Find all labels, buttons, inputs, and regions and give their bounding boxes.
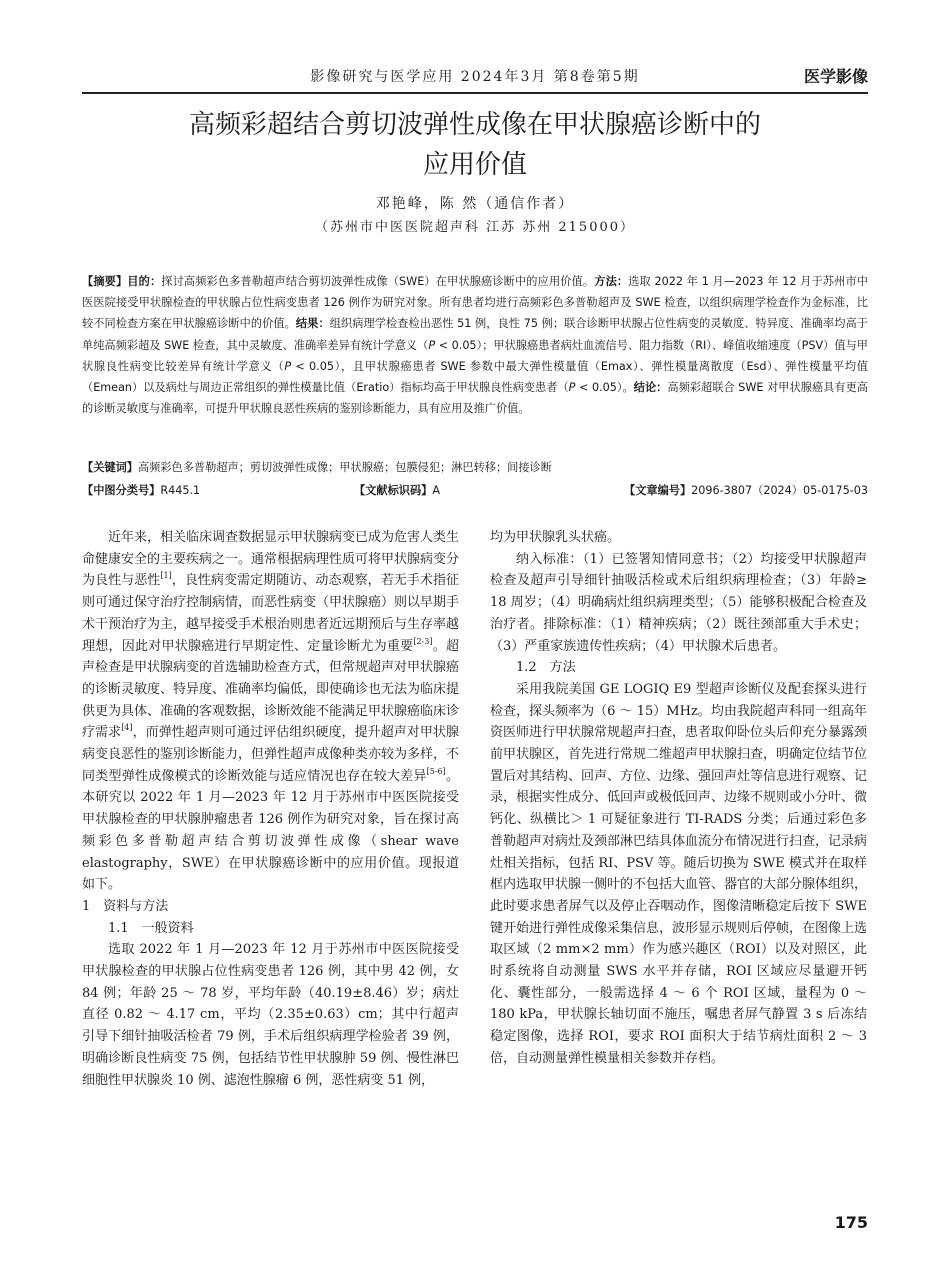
citation-ref: [4]: [121, 723, 133, 733]
citation-ref: [2-3]: [413, 636, 433, 646]
continued-text: 均为甲状腺乳头状癌。: [490, 530, 621, 545]
methods-paragraph: 采用我院美国 GE LOGIQ E9 型超声诊断仪及配套探头进行检查，探头频率为（6 ～ 15）MHz。均由我院超声科同一组高年资医师进行甲状腺常规超声扫查，患者取仰卧位头后仰充分暴露颈前甲状腺区，首先进行常规二维超声甲状腺扫查，明确定位结节位置后对其结构、回声、方位、边缘、强回声灶等信息进行观察、记录，根据实性成分、低回声或极低回声、边缘不规则或小分叶、微钙化、纵横比＞ 1 可疑征象进行 TI-RADS 分类；后通过彩色多普勒超声对病灶及颈部淋巴结具体血流分布情况进行扫查，记录病灶相关指标，包括 RI、PSV 等。随后切换为 SWE 模式并在取样框内选取甲状腺一侧叶的不包括大血管、器官的大部分腺体组织，此时要求患者屏气以及停止吞咽动作，图像清晰稳定后按下 SWE 键开始进行弹性成像采集信息，波形显示规则后停帧，在图像上选取区域（2 mm×2 mm）作为感兴趣区（ROI）以及对照区，此时系统将自动测量 SWS 水平并存储，ROI 区域应尽量避开钙化、囊性部分，一般需选择 4 ～ 6 个 ROI 区域，量程为 0 ～ 180 kPa，甲状腺长轴切面不施压，嘱患者屏气静置 3 s 后冻结稳定图像，选择 ROI，要求 ROI 面积大于结节病灶面积 2 ～ 3 倍，自动测量弹性模量相关参数并存档。: [490, 681, 868, 1066]
abstract-label: 【摘要】: [82, 275, 128, 288]
header-rule: [82, 92, 868, 94]
article-number: 【文章编号】2096-3807（2024）05-0175-03: [624, 484, 868, 497]
citation-ref: [1]: [160, 571, 172, 581]
p-symbol: P: [428, 338, 436, 352]
document-code: 【文献标识码】A: [354, 484, 440, 497]
methods-text: 选取 2022 年 1 月—2023 年 12 月于苏州市中医医院接受甲状腺检查的甲状腺占位性病变患者 126 例作为研究对象。所有患者均进行高频彩色多普勒超声及 SWE 检查，以组织病理学检查作为金标准，比较不同检查方案在甲状腺癌诊断中的价值。: [82, 275, 868, 331]
results-label: 结果：: [295, 317, 330, 331]
intro-paragraph: 近年来，相关临床调查数据显示甲状腺病变已成为危害人类生命健康安全的主要疾病之一。通常根据病理性质可将甲状腺病变分为良性与恶性[1]，良性病变需定期随访、动态观察，若无手术指征则可通过保守治疗控制病情，而恶性病变（甲状腺癌）则以早期手术干预治疗为主，越早接受手术根治则患者近远期预后与生存率越理想，因此对甲状腺癌进行早期定性、定量诊断尤为重要[2-3]。超声检查是甲状腺病变的首选辅助检查方式，但常规超声对甲状腺癌的诊断灵敏度、特异度、准确率均偏低，即使确诊也无法为临床提供更为具体、准确的客观数据，诊断效能不能满足甲状腺癌临床诊疗需求[4]，而弹性超声则可通过评估组织硬度，提升超声对甲状腺病变良恶性的鉴别诊断能力，但弹性超声成像种类亦较为多样，不同类型弹性成像模式的诊断效能与适应情况也存在较大差异[5-6]。本研究以 2022 年 1 月—2023 年 12 月于苏州市中医医院接受甲状腺检查的甲状腺肿瘤患者 126 例作为研究对象，旨在探讨高频彩色多普勒超声结合剪切波弹性成像（shear wave elastography，SWE）在甲状腺癌诊断中的应用价值。现报道如下。: [82, 530, 460, 893]
conclusion-text: 高频彩超联合 SWE 对甲状腺癌具有更高的诊断灵敏度与准确率，可提升甲状腺良恶性疾病的鉴别诊断能力，具有应用及推广价值。: [82, 381, 868, 416]
keywords: [82, 458, 868, 478]
results-text-b: < 0.05）；甲状腺癌患者病灶血流信号、阻力指数（RI）、峰值收缩速度（PSV）值与甲状腺良性病变比较差异有统计学意义（: [82, 338, 868, 373]
title-line-2: 应用价值: [422, 150, 527, 180]
general-data-paragraph: 选取 2022 年 1 月—2023 年 12 月于苏州市中医医院接受甲状腺检查的甲状腺占位性病变患者 126 例，其中男 42 例，女 84 例；年龄 25 ～ 78 岁，平均年龄（40.19±8.46）岁；病灶直径 0.82 ～ 4.17 cm，平均（2.35±0.63）cm；其中行超声引导下细针抽吸活检者 79 例，手术后组织病理学检验者 39 例，明确诊断良性病变 75 例，包括结节性甲状腺肿 59 例、慢性淋巴细胞性甲状腺炎 10 例、滤泡性腺瘤 6 例，恶性病变 51 例，: [82, 942, 459, 1088]
classification-row: [82, 482, 868, 502]
abstract: [82, 271, 868, 419]
authors: 邓艳峰，陈 然（通信作者）: [375, 196, 575, 212]
objective-text: 探讨高频彩色多普勒超声结合剪切波弹性成像（SWE）在甲状腺癌诊断中的应用价值。: [161, 275, 595, 288]
results-text-a: 组织病理学检查检出恶性 51 例，良性 75 例；联合诊断甲状腺占位性病变的灵敏度、特异度、准确率均高于单纯高频彩超及 SWE 检查，其中灵敏度、准确率差异有统计学意义（: [82, 317, 868, 352]
p-symbol: P: [568, 381, 576, 395]
running-head: [82, 64, 868, 90]
section-label: 医学影像: [803, 67, 868, 86]
section-heading-1: 1 资料与方法: [82, 898, 169, 914]
keywords-text: 高频彩色多普勒超声；剪切波弹性成像；甲状腺癌；包膜侵犯；淋巴转移；间接诊断: [137, 461, 552, 474]
left-column: [82, 527, 459, 1091]
citation-ref: [5-6]: [426, 766, 446, 776]
objective-label: 目的：: [127, 275, 162, 288]
results-text-d: < 0.05）。: [575, 381, 634, 395]
p-symbol: P: [284, 359, 292, 373]
title-line-1: 高频彩超结合剪切波弹性成像在甲状腺癌诊断中的: [188, 110, 761, 140]
clc-code: 【中图分类号】R445.1: [82, 484, 201, 497]
affiliation: （苏州市中医医院超声科 江苏 苏州 215000）: [314, 220, 636, 235]
section-heading-1-2: 1.2 方法: [516, 660, 576, 676]
conclusion-label: 结论：: [633, 381, 668, 395]
results-text-c: < 0.05），且甲状腺癌患者 SWE 参数中最大弹性模量值（Emax）、弹性模量离散度（Esd）、弹性模量平均值（Emean）以及病灶与周边正常组织的弹性模量比值（Eratio）指标均高于甲状腺良性病变患者（: [82, 359, 868, 395]
journal-issue: 影像研究与医学应用 2024年3月 第8卷第5期: [310, 69, 640, 85]
section-heading-1-1: 1.1 一般资料: [108, 920, 194, 936]
criteria-paragraph: 纳入标准：（1）已签署知情同意书；（2）均接受甲状腺超声检查及超声引导细针抽吸活检或术后组织病理检查；（3）年龄≥ 18 周岁；（4）明确病灶组织病理类型；（5）能够积极配合检查及治疗者。排除标准：（1）精神疾病；（2）既往颈部重大手术史；（3）严重家族遗传性疾病；（4）甲状腺术后患者。: [490, 551, 867, 654]
right-column: [490, 527, 867, 1070]
page-number: 175: [834, 1213, 868, 1232]
article-title: [82, 105, 868, 185]
methods-label: 方法：: [594, 275, 629, 288]
keywords-label: 【关键词】: [82, 461, 138, 474]
